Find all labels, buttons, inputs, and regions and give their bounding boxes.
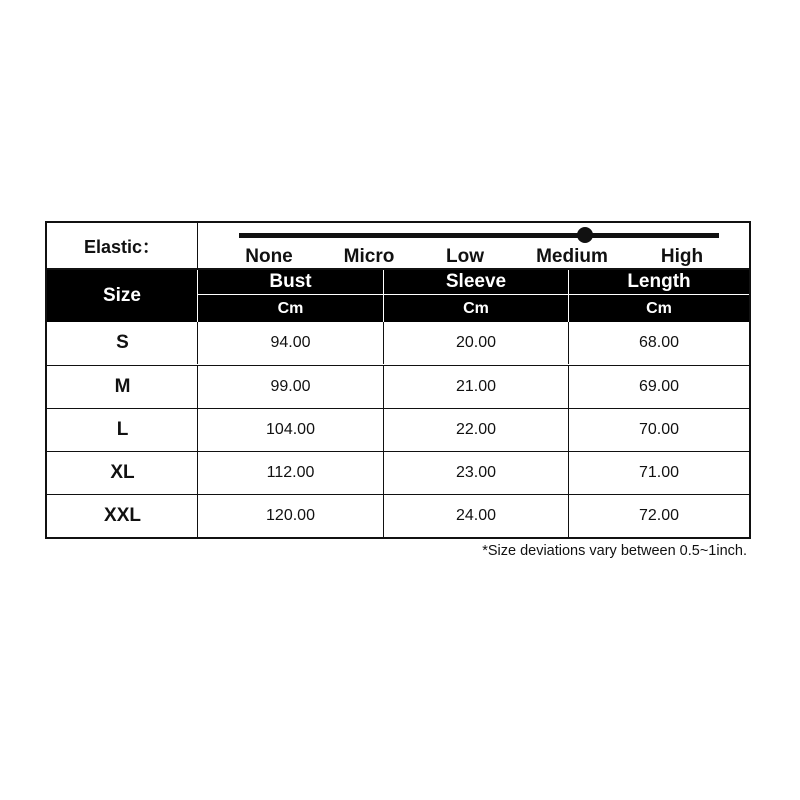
sleeve-header-unit: Cm <box>463 299 489 317</box>
size-cell: S <box>116 332 129 353</box>
bust-cell: 104.00 <box>197 409 383 451</box>
bust-cell: 112.00 <box>197 452 383 494</box>
bust-header-name: Bust <box>198 270 383 295</box>
bust-cell: 120.00 <box>197 495 383 537</box>
table-row <box>47 322 749 365</box>
sleeve-cell: 20.00 <box>383 322 568 364</box>
bust-cell: 94.00 <box>197 322 383 364</box>
elastic-level-low: Low <box>446 246 484 267</box>
length-header-unit: Cm <box>646 299 672 317</box>
bust-column-header <box>197 270 383 322</box>
bust-cell: 99.00 <box>197 366 383 408</box>
sleeve-column-header <box>383 270 568 322</box>
size-column-header: Size <box>102 285 142 306</box>
elastic-label: Elastic： <box>47 223 198 268</box>
sleeve-cell: 23.00 <box>383 452 568 494</box>
size-cell: L <box>116 419 129 440</box>
length-cell: 72.00 <box>568 495 749 537</box>
length-cell: 69.00 <box>568 366 749 408</box>
table-row <box>47 494 749 537</box>
length-header-name: Length <box>569 270 749 295</box>
elastic-level-micro: Micro <box>343 246 395 267</box>
size-chart <box>45 221 751 539</box>
elastic-scale-marker <box>577 227 593 243</box>
elastic-scale-line <box>239 233 719 238</box>
sleeve-header-name: Sleeve <box>384 270 568 295</box>
elastic-level-high: High <box>660 246 704 267</box>
length-cell: 68.00 <box>568 322 749 364</box>
elastic-level-medium: Medium <box>536 246 608 267</box>
table-row <box>47 365 749 408</box>
sleeve-cell: 24.00 <box>383 495 568 537</box>
size-cell: XXL <box>104 505 141 526</box>
size-cell: M <box>114 376 131 397</box>
table-row <box>47 451 749 494</box>
table-header <box>47 270 749 322</box>
table-row <box>47 408 749 451</box>
size-cell: XL <box>110 462 135 483</box>
bust-header-unit: Cm <box>277 299 304 317</box>
elastic-level-none: None <box>245 246 293 267</box>
size-deviation-footnote: *Size deviations vary between 0.5~1inch. <box>482 543 747 559</box>
length-column-header <box>568 270 749 322</box>
length-cell: 71.00 <box>568 452 749 494</box>
length-cell: 70.00 <box>568 409 749 451</box>
elastic-row <box>47 223 749 270</box>
sleeve-cell: 22.00 <box>383 409 568 451</box>
sleeve-cell: 21.00 <box>383 366 568 408</box>
